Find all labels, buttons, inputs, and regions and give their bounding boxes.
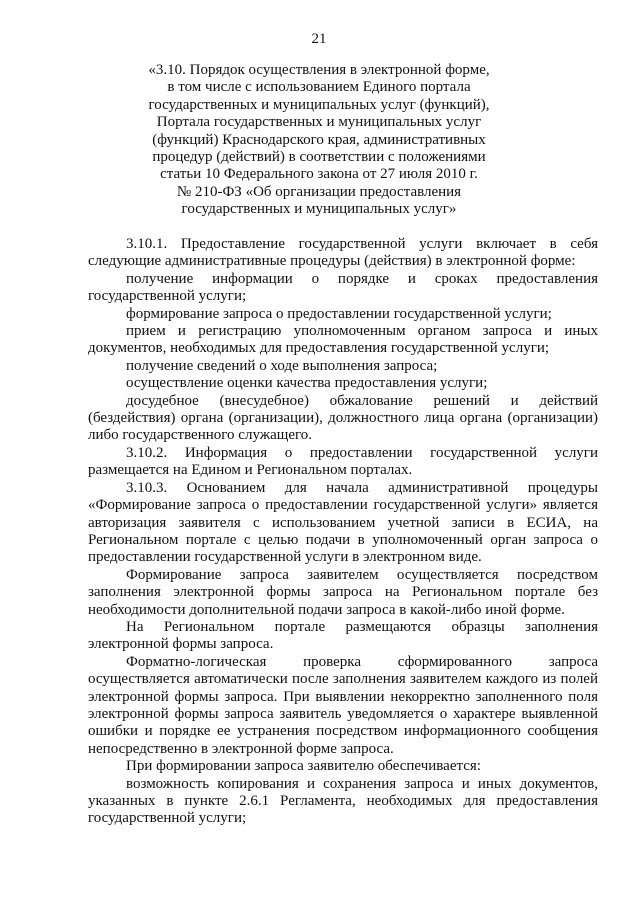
heading-line: государственных и муниципальных услуг (функций),	[148, 96, 490, 113]
list-item: досудебное (внесудебное) обжалование решений и действий (бездействия) органа (организации), должностного лица органа (организации) либо государственного служащего.	[88, 392, 598, 444]
list-item: формирование запроса о предоставлении государственной услуги;	[126, 305, 552, 322]
list-item: прием и регистрацию уполномоченным органом запроса и иных документов, необходимых для предоставления государственной услуги;	[88, 323, 598, 357]
heading-line: (функций) Краснодарского края, административных	[152, 131, 486, 148]
page-number: 21	[311, 31, 327, 47]
heading-line: государственных и муниципальных услуг»	[181, 201, 457, 218]
paragraph: На Региональном портале размещаются образцы заполнения электронной формы запроса.	[88, 618, 598, 653]
list-item: осуществление оценки качества предоставления услуги;	[126, 375, 488, 392]
paragraph-3-10-3: 3.10.3. Основанием для начала административной процедуры «Формирование запроса о предоставлении государственной услуги» является авторизация заявителя с использованием учетной записи в ЕСИА, на Региональном портале с целью подачи в уполномоченный орган запроса о предоставлении государственной услуги в электронном виде.	[88, 479, 598, 566]
heading-line: № 210-ФЗ «Об организации предоставления	[176, 183, 462, 200]
section-heading	[130, 62, 508, 219]
heading-line: «3.10. Порядок осуществления в электронной форме,	[148, 62, 490, 78]
list-item: возможность копирования и сохранения запроса и иных документов, указанных в пункте 2.6.1 Регламента, необходимых для предоставления государственной услуги;	[88, 775, 598, 827]
document-body	[88, 236, 598, 828]
paragraph: Формирование запроса заявителем осуществляется посредством заполнения электронной формы запроса на Региональном портале без необходимости дополнительной подачи запроса в какой-либо иной форме.	[88, 566, 598, 618]
heading-line: процедур (действий) в соответствии с положениями	[152, 149, 486, 166]
paragraph-3-10-2: 3.10.2. Информация о предоставлении государственной услуги размещается на Едином и Региональном порталах.	[88, 444, 598, 479]
paragraph: При формировании запроса заявителю обеспечивается:	[126, 758, 481, 775]
heading-line: статьи 10 Федерального закона от 27 июля 2010 г.	[160, 166, 478, 183]
list-item: получение информации о порядке и сроках предоставления государственной услуги;	[88, 270, 598, 305]
heading-line: в том числе с использованием Единого портала	[167, 79, 471, 96]
paragraph-3-10-1: 3.10.1. Предоставление государственной услуги включает в себя следующие административные процедуры (действия) в электронной форме:	[88, 236, 598, 270]
list-item: получение сведений о ходе выполнения запроса;	[126, 357, 438, 374]
heading-line: Портала государственных и муниципальных услуг	[156, 114, 482, 131]
paragraph: Форматно-логическая проверка сформированного запроса осуществляется автоматически после заполнения заявителем каждого из полей электронной формы запроса. При выявлении некорректно заполненного поля электронной формы запроса заявитель уведомляется о характере выявленной ошибки и порядке ее устранения посредством информационного сообщения непосредственно в электронной форме запроса.	[88, 653, 598, 757]
